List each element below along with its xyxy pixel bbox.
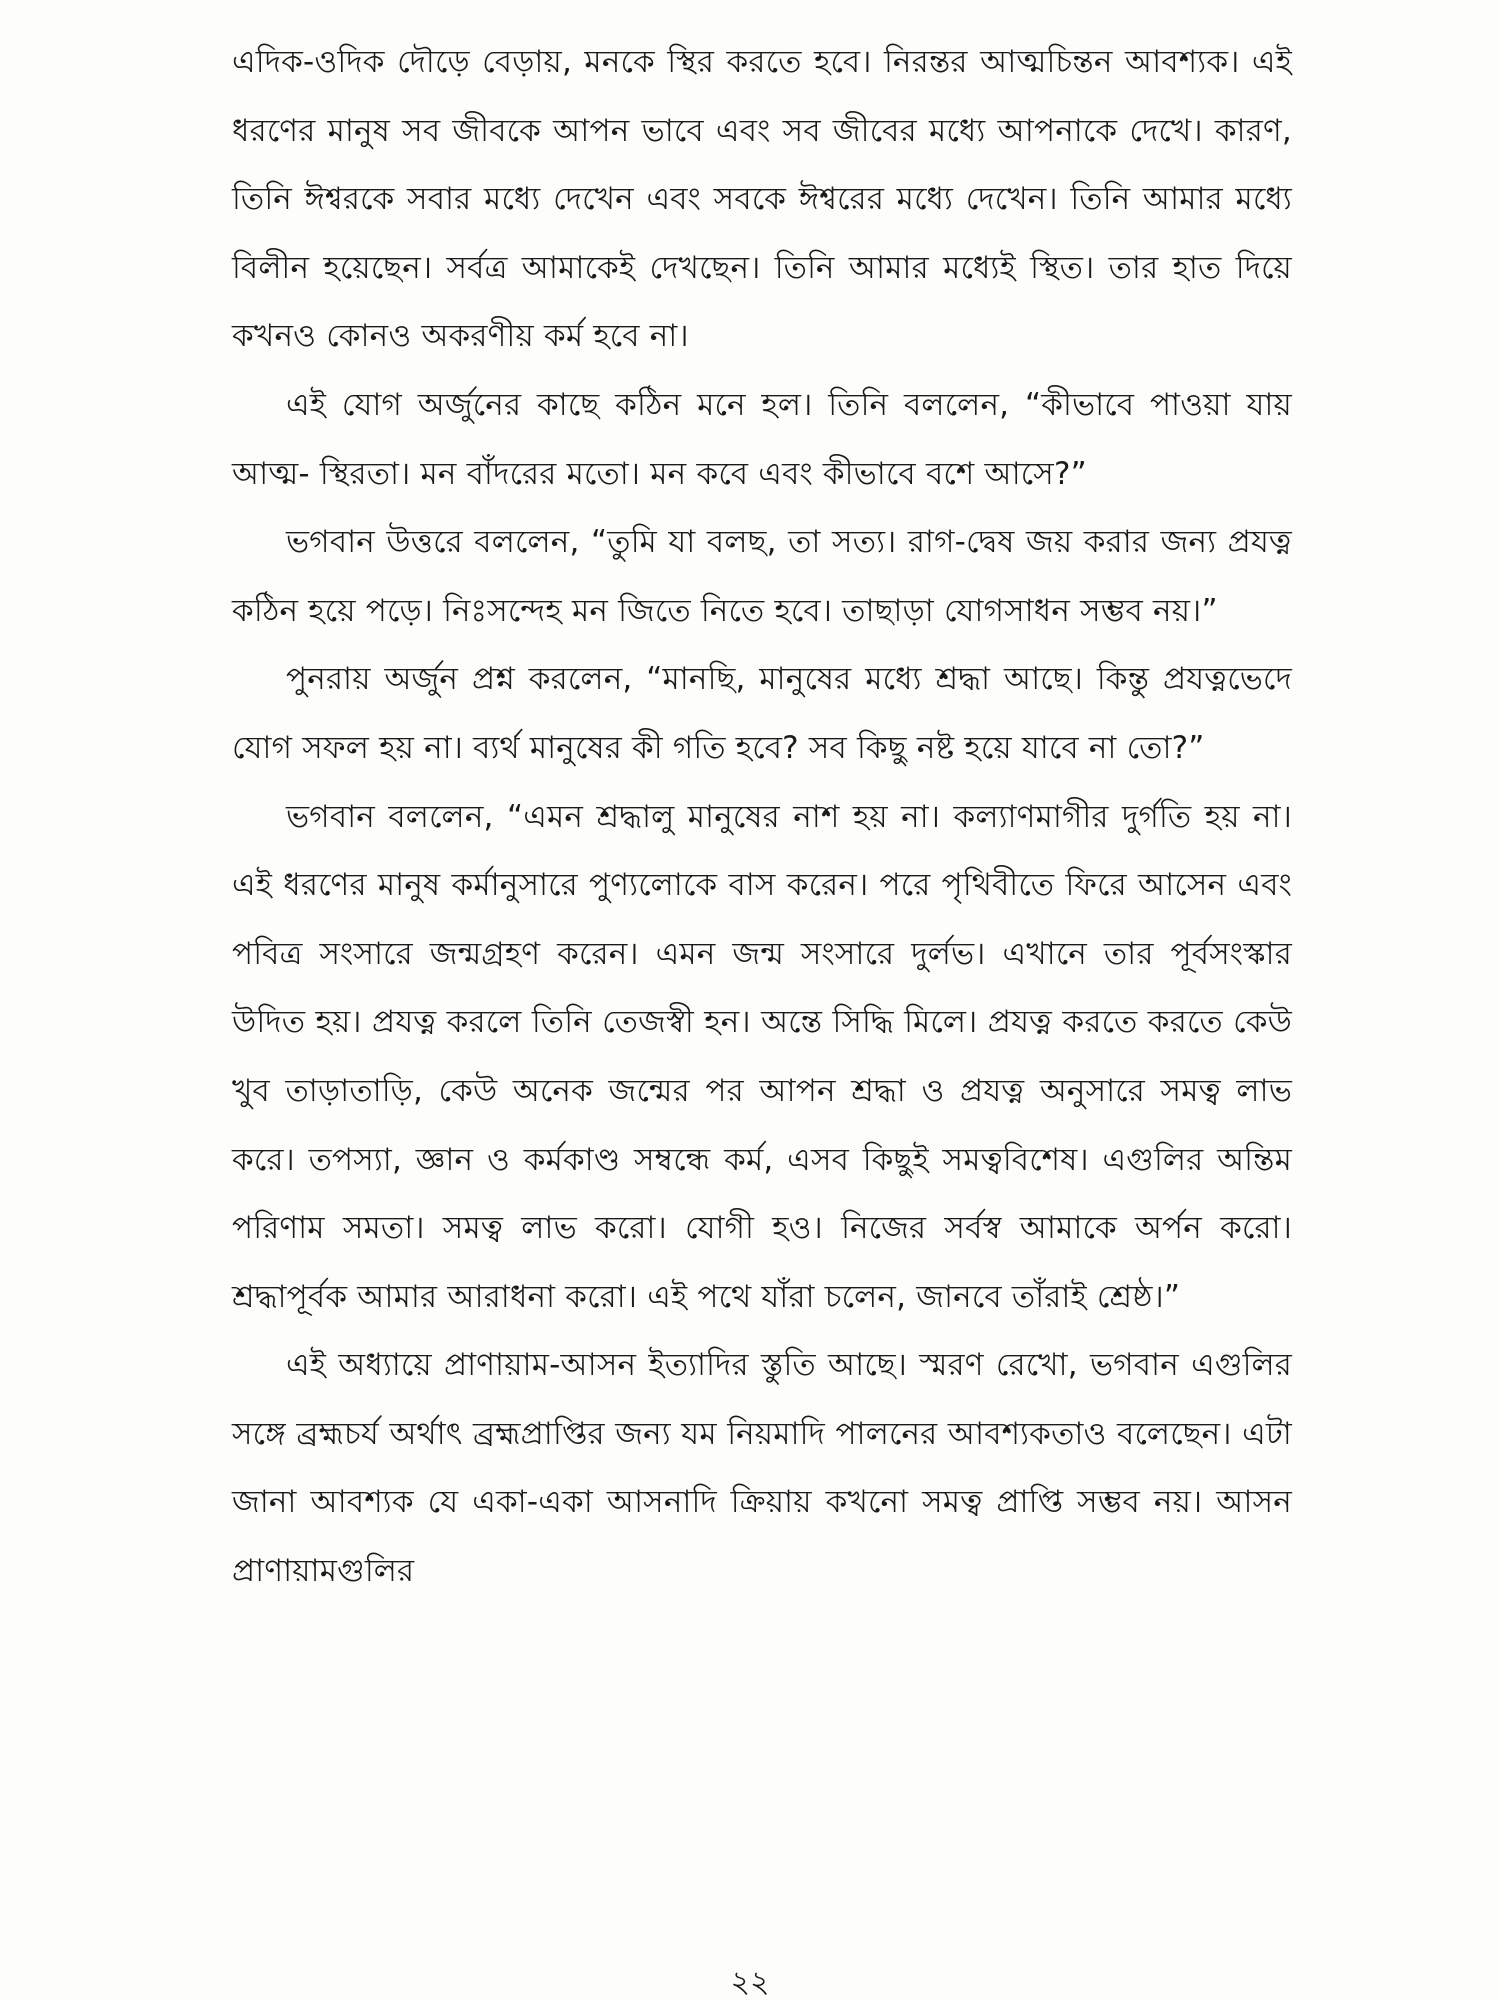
- paragraph-2: এই যোগ অর্জুনের কাছে কঠিন মনে হল। তিনি বললেন, “কীভাবে পাওয়া যায় আত্ম- স্থিরতা। মন বাঁদরের মতো। মন কবে এবং কীভাবে বশে আসে?”: [232, 386, 1292, 492]
- paragraph-5: ভগবান বললেন, “এমন শ্রদ্ধালু মানুষের নাশ হয় না। কল্যাণমাগীর দুর্গতি হয় না। এই ধরণের মানুষ কর্মানুসারে পুণ্যলোকে বাস করেন। পরে পৃথিবীতে ফিরে আসেন এবং পবিত্র সংসারে জন্মগ্রহণ করেন। এমন জন্ম সংসারে দুর্লভ। এখানে তার পূর্বসংস্কার উদিত হয়। প্রযত্ন করলে তিনি তেজস্বী হন। অন্তে সিদ্ধি মিলে। প্রযত্ন করতে করতে কেউ খুব তাড়াতাড়ি, কেউ অনেক জন্মের পর আপন শ্রদ্ধা ও প্রযত্ন অনুসারে সমত্ব লাভ করে। তপস্যা, জ্ঞান ও কর্মকাণ্ড সম্বন্ধে কর্ম, এসব কিছুই সমত্ববিশেষ। এগুলির অন্তিম পরিণাম সমতা। সমত্ব লাভ করো। যোগী হও। নিজের সর্বস্ব আমাকে অর্পন করো। শ্রদ্ধাপূর্বক আমার আরাধনা করো। এই পথে যাঁরা চলেন, জানবে তাঁরাই শ্রেষ্ঠ।”: [232, 798, 1292, 1315]
- page-number: ২২: [730, 1965, 770, 2000]
- paragraph-3: ভগবান উত্তরে বললেন, “তুমি যা বলছ, তা সত্য। রাগ-দ্বেষ জয় করার জন্য প্রযত্ন কঠিন হয়ে পড়ে। নিঃসন্দেহ মন জিতে নিতে হবে। তাছাড়া যোগসাধন সম্ভব নয়।”: [232, 524, 1292, 629]
- body-text: [232, 28, 1292, 1606]
- paragraph-4: পুনরায় অর্জুন প্রশ্ন করলেন, “মানছি, মানুষের মধ্যে শ্রদ্ধা আছে। কিন্তু প্রযত্নভেদে যোগ সফল হয় না। ব্যর্থ মানুষের কী গতি হবে? সব কিছু নষ্ট হয়ে যাবে না তো?”: [232, 661, 1292, 766]
- paragraph-6: এই অধ্যায়ে প্রাণায়াম-আসন ইত্যাদির স্তুতি আছে। স্মরণ রেখো, ভগবান এগুলির সঙ্গে ব্রহ্মচর্য অর্থাৎ ব্রহ্মপ্রাপ্তির জন্য যম নিয়মাদি পালনের আবশ্যকতাও বলেছেন। এটা জানা আবশ্যক যে একা-একা আসনাদি ক্রিয়ায় কখনো সমত্ব প্রাপ্তি সম্ভব নয়। আসন প্রাণায়ামগুলির: [232, 1347, 1292, 1590]
- paragraph-1: এদিক-ওদিক দৌড়ে বেড়ায়, মনকে স্থির করতে হবে। নিরন্তর আত্মচিন্তন আবশ্যক। এই ধরণের মানুষ সব জীবকে আপন ভাবে এবং সব জীবের মধ্যে আপনাকে দেখে। কারণ, তিনি ঈশ্বরকে সবার মধ্যে দেখেন এবং সবকে ঈশ্বরের মধ্যে দেখেন। তিনি আমার মধ্যে বিলীন হয়েছেন। সর্বত্র আমাকেই দেখছেন। তিনি আমার মধ্যেই স্থিত। তার হাত দিয়ে কখনও কোনও অকরণীয় কর্ম হবে না।: [232, 44, 1292, 355]
